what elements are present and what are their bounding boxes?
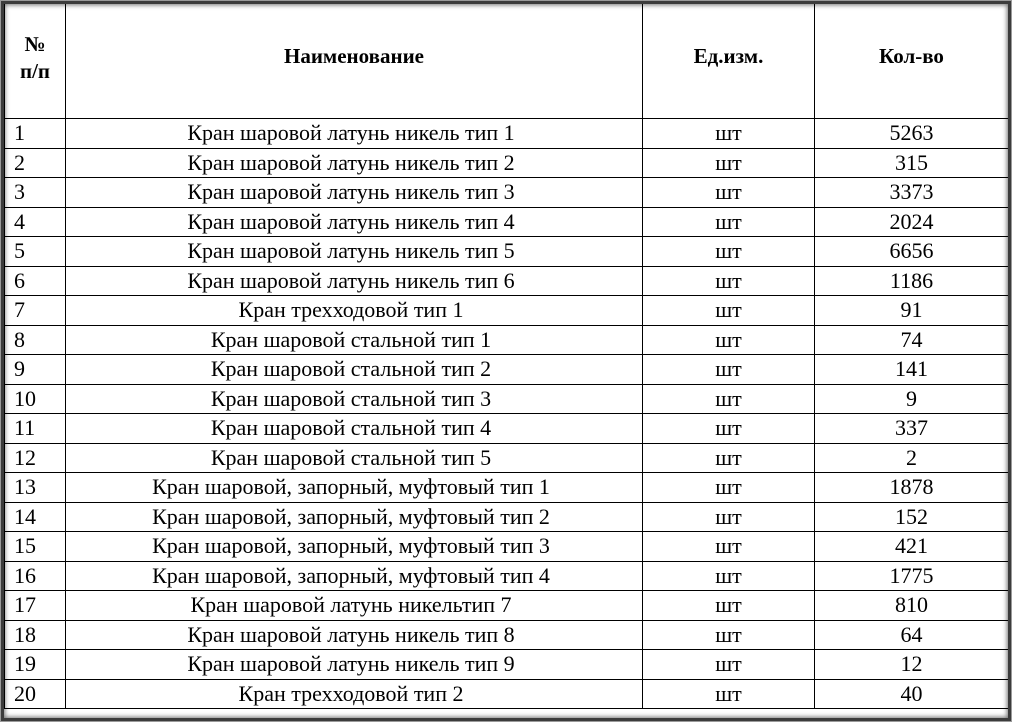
row-number: 4: [5, 207, 66, 237]
header-quantity-label: Кол-во: [879, 44, 944, 68]
table-row: [5, 502, 1009, 532]
row-name: Кран шаровой, запорный, муфтовый тип 1: [66, 473, 643, 503]
row-number: 12: [5, 443, 66, 473]
row-unit: шт: [643, 414, 815, 444]
row-name: Кран шаровой стальной тип 5: [66, 443, 643, 473]
row-unit: шт: [643, 296, 815, 326]
specification-table: [4, 3, 1008, 709]
header-quantity: [815, 4, 1009, 119]
table-row: [5, 620, 1009, 650]
table-row: [5, 591, 1009, 621]
table-row: [5, 650, 1009, 680]
row-quantity: 91: [815, 296, 1009, 326]
row-quantity: 3373: [815, 178, 1009, 208]
header-unit: [643, 4, 815, 119]
row-unit: шт: [643, 266, 815, 296]
row-unit: шт: [643, 148, 815, 178]
row-quantity: 74: [815, 325, 1009, 355]
row-unit: шт: [643, 591, 815, 621]
row-number: 17: [5, 591, 66, 621]
row-unit: шт: [643, 561, 815, 591]
row-number: 5: [5, 237, 66, 267]
row-name: Кран шаровой латунь никель тип 9: [66, 650, 643, 680]
row-quantity: 315: [815, 148, 1009, 178]
row-number: 20: [5, 679, 66, 709]
row-unit: шт: [643, 355, 815, 385]
row-quantity: 141: [815, 355, 1009, 385]
row-number: 11: [5, 414, 66, 444]
row-number: 19: [5, 650, 66, 680]
row-quantity: 6656: [815, 237, 1009, 267]
row-name: Кран шаровой, запорный, муфтовый тип 3: [66, 532, 643, 562]
row-unit: шт: [643, 473, 815, 503]
row-quantity: 1878: [815, 473, 1009, 503]
row-name: Кран трехходовой тип 2: [66, 679, 643, 709]
header-unit-label: Ед.изм.: [693, 44, 764, 68]
row-unit: шт: [643, 178, 815, 208]
row-quantity: 5263: [815, 119, 1009, 149]
row-unit: шт: [643, 207, 815, 237]
row-name: Кран шаровой латунь никель тип 4: [66, 207, 643, 237]
row-number: 18: [5, 620, 66, 650]
row-quantity: 810: [815, 591, 1009, 621]
row-number: 15: [5, 532, 66, 562]
row-name: Кран шаровой латунь никель тип 5: [66, 237, 643, 267]
header-number: [5, 4, 66, 119]
row-unit: шт: [643, 237, 815, 267]
row-unit: шт: [643, 502, 815, 532]
row-number: 3: [5, 178, 66, 208]
table-header-row: [5, 4, 1009, 119]
table-row: [5, 384, 1009, 414]
row-quantity: 64: [815, 620, 1009, 650]
row-unit: шт: [643, 620, 815, 650]
table-row: [5, 532, 1009, 562]
row-quantity: 2: [815, 443, 1009, 473]
row-name: Кран шаровой стальной тип 3: [66, 384, 643, 414]
row-name: Кран шаровой латунь никель тип 6: [66, 266, 643, 296]
row-number: 7: [5, 296, 66, 326]
row-name: Кран шаровой латунь никельтип 7: [66, 591, 643, 621]
table-row: [5, 296, 1009, 326]
row-number: 1: [5, 119, 66, 149]
row-number: 6: [5, 266, 66, 296]
row-unit: шт: [643, 325, 815, 355]
row-number: 10: [5, 384, 66, 414]
table-row: [5, 207, 1009, 237]
header-name-label: Наименование: [284, 44, 424, 68]
row-name: Кран шаровой латунь никель тип 3: [66, 178, 643, 208]
row-quantity: 337: [815, 414, 1009, 444]
table-row: [5, 119, 1009, 149]
row-number: 16: [5, 561, 66, 591]
row-number: 2: [5, 148, 66, 178]
row-name: Кран шаровой стальной тип 2: [66, 355, 643, 385]
row-unit: шт: [643, 384, 815, 414]
row-name: Кран шаровой стальной тип 1: [66, 325, 643, 355]
row-quantity: 2024: [815, 207, 1009, 237]
row-quantity: 40: [815, 679, 1009, 709]
row-quantity: 9: [815, 384, 1009, 414]
row-name: Кран шаровой латунь никель тип 2: [66, 148, 643, 178]
table-row: [5, 325, 1009, 355]
row-unit: шт: [643, 119, 815, 149]
row-number: 13: [5, 473, 66, 503]
table-row: [5, 561, 1009, 591]
row-quantity: 12: [815, 650, 1009, 680]
row-quantity: 1775: [815, 561, 1009, 591]
header-number-line2: п/п: [19, 59, 51, 83]
table-row: [5, 414, 1009, 444]
header-name: [66, 4, 643, 119]
table-row: [5, 679, 1009, 709]
table-row: [5, 266, 1009, 296]
table-row: [5, 443, 1009, 473]
row-name: Кран шаровой, запорный, муфтовый тип 4: [66, 561, 643, 591]
row-unit: шт: [643, 650, 815, 680]
table-row: [5, 148, 1009, 178]
row-quantity: 1186: [815, 266, 1009, 296]
row-unit: шт: [643, 679, 815, 709]
specification-table-container: [4, 3, 1008, 719]
row-unit: шт: [643, 532, 815, 562]
table-row: [5, 237, 1009, 267]
row-number: 14: [5, 502, 66, 532]
table-row: [5, 178, 1009, 208]
row-quantity: 152: [815, 502, 1009, 532]
header-number-line1: №: [24, 32, 46, 56]
table-row: [5, 473, 1009, 503]
row-quantity: 421: [815, 532, 1009, 562]
row-number: 9: [5, 355, 66, 385]
row-name: Кран шаровой латунь никель тип 1: [66, 119, 643, 149]
row-unit: шт: [643, 443, 815, 473]
row-name: Кран шаровой, запорный, муфтовый тип 2: [66, 502, 643, 532]
row-name: Кран шаровой латунь никель тип 8: [66, 620, 643, 650]
table-row: [5, 355, 1009, 385]
row-number: 8: [5, 325, 66, 355]
row-name: Кран трехходовой тип 1: [66, 296, 643, 326]
row-name: Кран шаровой стальной тип 4: [66, 414, 643, 444]
